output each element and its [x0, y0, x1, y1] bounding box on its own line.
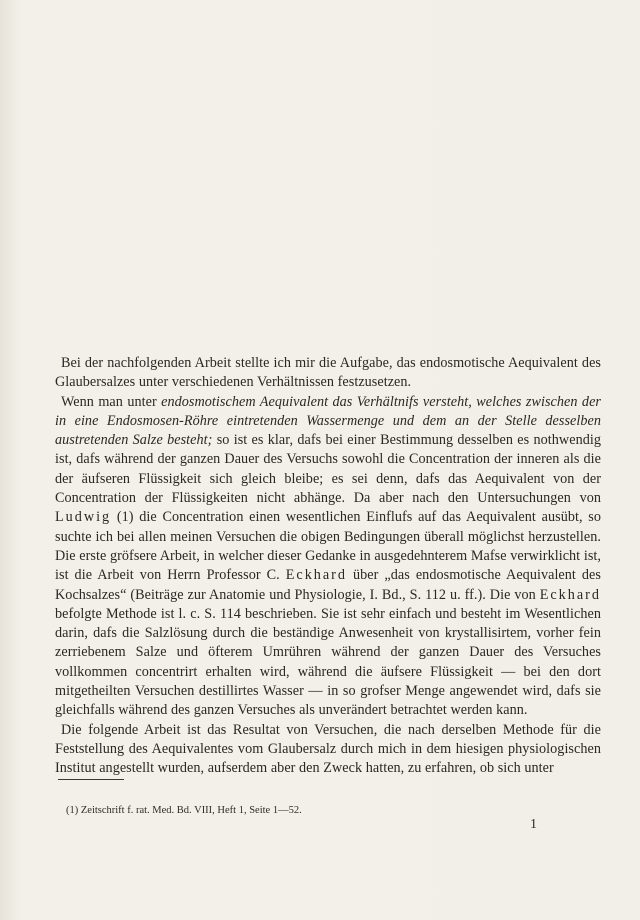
text-run: befolgte Methode ist l. c. S. 114 beschrieben. Sie ist sehr einfach und besteht im Wesentlichen darin, dafs die Salzlösung durch die beständige Anwesenheit von krystallisirtem, vorher fein zerriebenem Salze und öfterem Umrühren während der ganzen Dauer des Versuches vollkommen concentrirt erhalten wird, während die äufsere Flüssigkeit — bei den dort mitgetheilten Versuchen destillirtes Wasser — in so grofser Menge angewendet wird, dafs sie gleichfalls während des ganzen Versuches als unverändert betrachtet werden kann.	[55, 605, 601, 719]
paragraph-3	[55, 721, 601, 779]
italic-phrase: endosmotischem Aequivalent das Verhältnifs versteht, welches zwischen der in eine Endosmosen-Röhre eintretenden Wassermenge und dem an der Stelle desselben austretenden Salze besteht;	[55, 393, 601, 449]
text-run: Bei der nachfolgenden Arbeit stellte ich mir die Aufgabe, das endosmotische Aequivalent des Glaubersalzes unter verschiedenen Verhältnissen festzusetzen.	[55, 355, 601, 391]
footnote-divider	[58, 779, 124, 780]
footnote: (1) Zeitschrift f. rat. Med. Bd. VIII, Heft 1, Seite 1—52.	[66, 805, 302, 816]
paragraph-2	[55, 393, 601, 721]
page-number: 1	[530, 817, 537, 832]
text-run: so ist es klar, dafs bei einer Bestimmung desselben es nothwendig ist, dafs während der ganzen Dauer des Versuchs sowohl die Concentration der inneren als die der äufseren Flüssigkeit sich gleich bleibe; es sei denn, dafs das Aequivalent von der Concentration der Flüssigkeiten nicht abhänge. Da aber nach den Untersuchungen von	[55, 432, 601, 507]
text-run: (1) die Concentration einen wesentlichen Einflufs auf das Aequivalent ausübt, so suchte ich bei allen meinen Versuchen die obigen Bedingungen überall möglichst herzustellen. Die erste gröfsere Arbeit, in welcher dieser Gedanke in ausgedehnterem Mafse verwirklicht ist, ist die Arbeit von Herrn Professor C.	[55, 509, 601, 584]
paragraph-1	[55, 354, 601, 393]
author-name: Eckhard	[285, 567, 348, 584]
author-name: Eckhard	[539, 586, 601, 603]
author-name: Ludwig	[55, 509, 112, 526]
text-run: Die folgende Arbeit ist das Resultat von Versuchen, die nach derselben Methode für die Feststellung des Aequivalentes vom Glaubersalz durch mich in dem hiesigen physiologischen Institut angestellt wurden, aufserdem aber den Zweck hatten, zu erfahren, ob sich unter	[55, 721, 601, 777]
text-run: Wenn man unter	[61, 393, 162, 410]
text-run: über „das endosmotische Aequivalent des Kochsalzes“ (Beiträge zur Anatomie und Physiologie, I. Bd., S. 112 u. ff.). Die von	[55, 567, 601, 603]
body-text	[55, 354, 601, 779]
